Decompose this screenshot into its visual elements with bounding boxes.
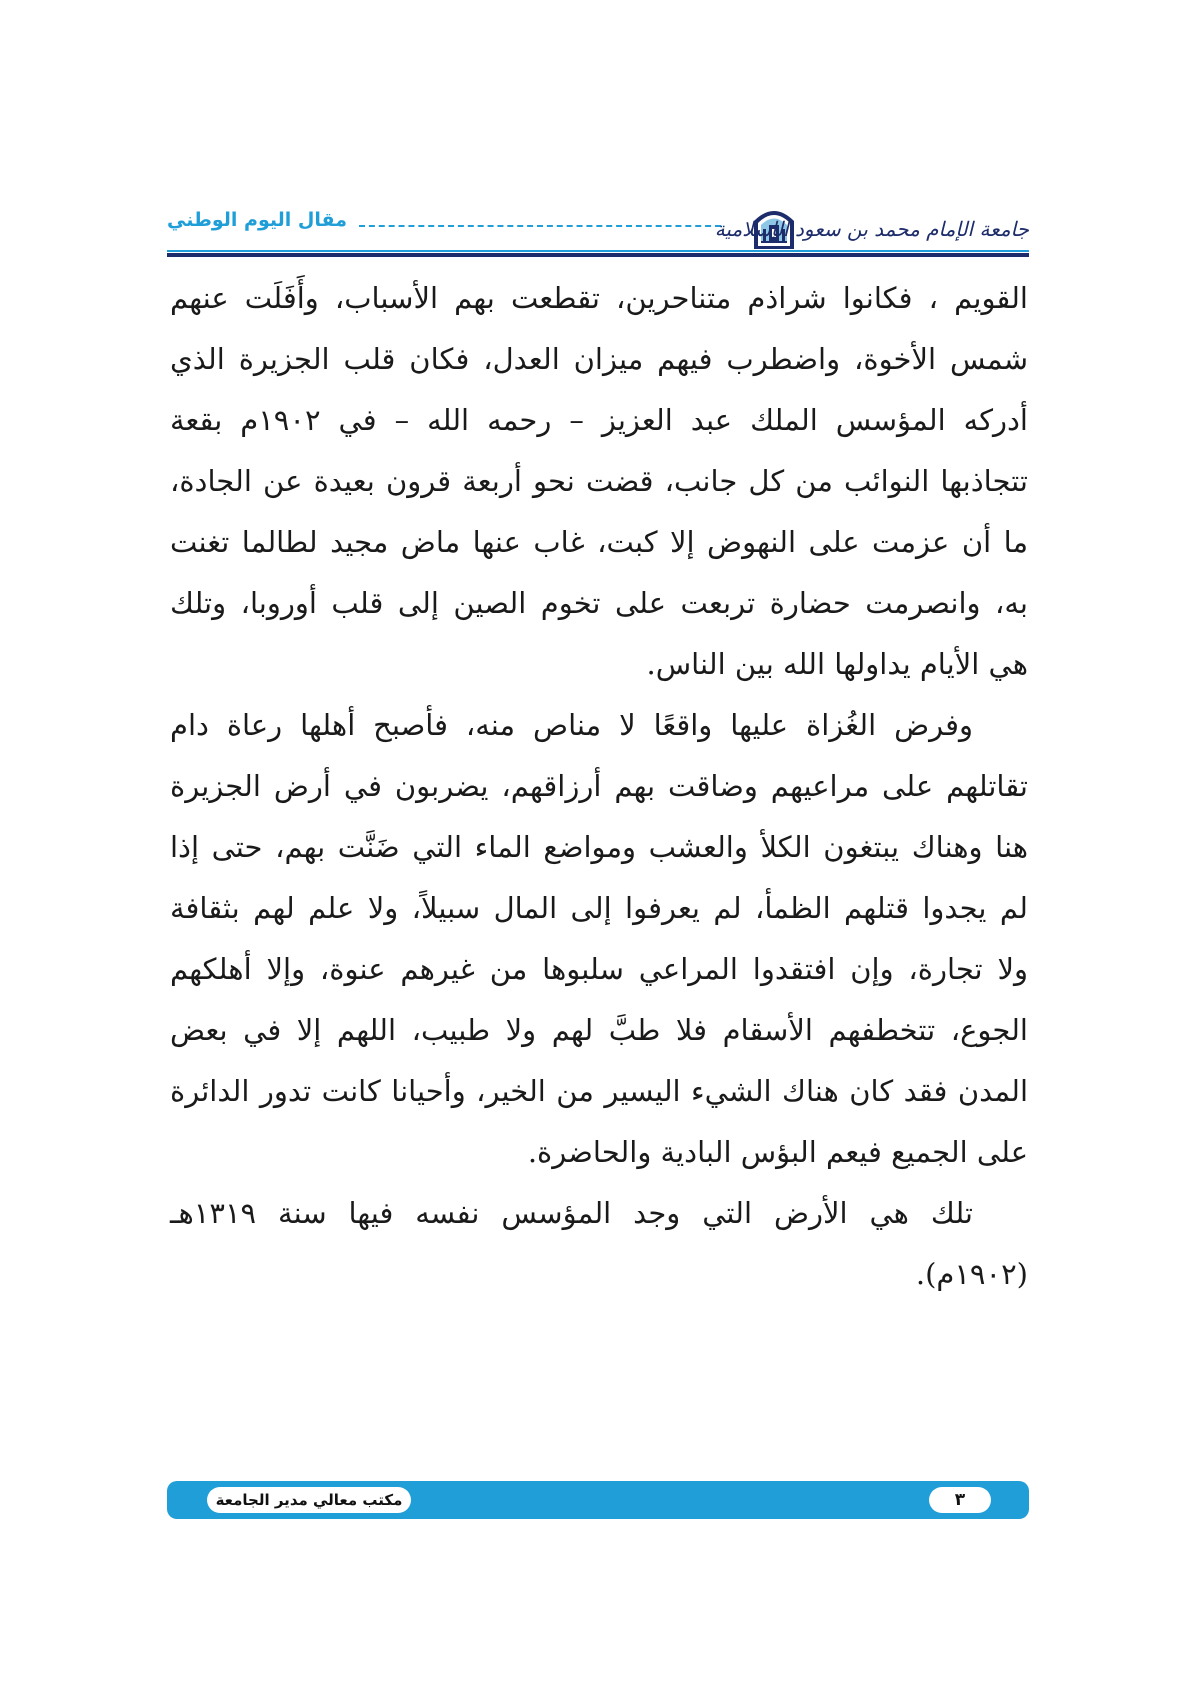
text-line: أدركه المؤسس الملك عبد العزيز – رحمه الله – في ١٩٠٢م بقعة [170, 403, 1028, 437]
page-number: ٣ [929, 1487, 991, 1513]
text-line: لم يجدوا قتلهم الظمأ، لم يعرفوا إلى المال سبيلاً، ولا علم لهم بثقافة [170, 891, 1028, 925]
text-line: ولا تجارة، وإن افتقدوا المراعي سلبوها من غيرهم عنوة، وإلا أهلكهم [170, 952, 1028, 986]
header-rule [167, 250, 1029, 252]
university-logo-calligraphy: جامعة الإمام محمد بن سعود الإسلامية [714, 217, 1029, 241]
text-line: الجوع، تتخطفهم الأسقام فلا طبَّ لهم ولا طبيب، اللهم إلا في بعض [170, 1013, 1028, 1047]
text-line: المدن فقد كان هناك الشيء اليسير من الخير، وأحيانا كانت تدور الدائرة [170, 1074, 1028, 1108]
text-line: به، وانصرمت حضارة تربعت على تخوم الصين إلى قلب أوروبا، وتلك [170, 586, 1028, 620]
paragraph-start-line: تلك هي الأرض التي وجد المؤسس نفسه فيها سنة ١٣١٩هـ [170, 1196, 973, 1230]
page-footer [167, 1481, 1029, 1519]
header-dashed-divider [359, 225, 721, 227]
text-line: على الجميع فيعم البؤس البادية والحاضرة. [527, 1135, 1028, 1169]
text-line: تتجاذبها النوائب من كل جانب، قضت نحو أربعة قرون بعيدة عن الجادة، [170, 464, 1028, 498]
text-line: هنا وهناك يبتغون الكلأ والعشب ومواضع الماء التي ضَنَّت بهم، حتى إذا [170, 830, 1028, 864]
paragraph-start-line: وفرض الغُزاة عليها واقعًا لا مناص منه، فأصبح أهلها رعاة دام [170, 708, 973, 742]
article-body [170, 268, 1028, 1305]
text-line: ما أن عزمت على النهوض إلا كبت، غاب عنها ماض مجيد لطالما تغنت [170, 525, 1028, 559]
text-line: هي الأيام يداولها الله بين الناس. [646, 647, 1028, 681]
footer-office-label: مكتب معالي مدير الجامعة [207, 1487, 411, 1513]
text-line: شمس الأخوة، واضطرب فيهم ميزان العدل، فكان قلب الجزيرة الذي [170, 342, 1028, 376]
text-line: (١٩٠٢م). [915, 1257, 1028, 1291]
text-line: القويم ، فكانوا شراذم متناحرين، تقطعت بهم الأسباب، وأَفَلَت عنهم [170, 281, 1028, 315]
header-rule-thick [167, 253, 1029, 257]
text-line: تقاتلهم على مراعيهم وضاقت بهم أرزاقهم، يضربون في أرض الجزيرة [170, 769, 1028, 803]
page-header [167, 203, 1029, 255]
section-title: مقال اليوم الوطني [167, 209, 347, 231]
